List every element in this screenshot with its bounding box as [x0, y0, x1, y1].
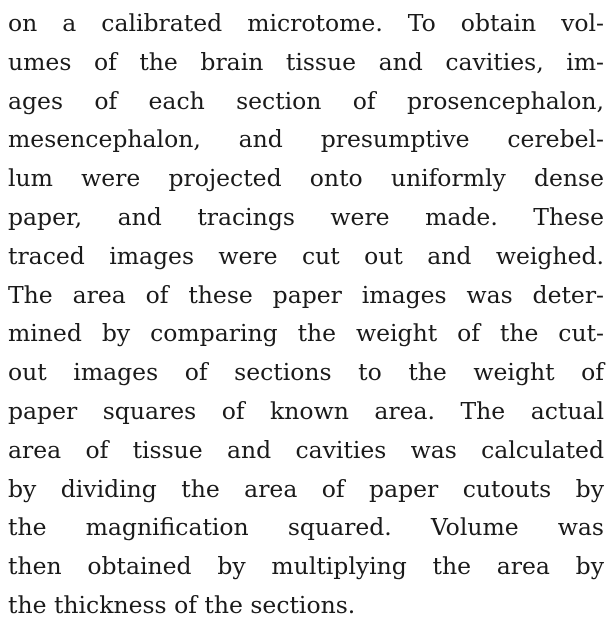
text-line: ages of each section of prosencephalon, — [8, 86, 604, 115]
text-line: umes of the brain tissue and cavities, im- — [8, 47, 604, 76]
text-line: then obtained by multiplying the area by — [8, 552, 604, 581]
body-paragraph — [8, 4, 604, 625]
text-line: the thickness of the sections. — [8, 590, 356, 619]
text-line: The area of these paper images was deter- — [8, 280, 604, 309]
text-line: by dividing the area of paper cutouts by — [8, 474, 604, 503]
text-line: area of tissue and cavities was calculated — [8, 435, 604, 464]
text-line: lum were projected onto uniformly dense — [8, 164, 604, 193]
text-line: paper, and tracings were made. These — [8, 202, 604, 231]
text-line: on a calibrated microtome. To obtain vol- — [8, 9, 604, 37]
text-line: out images of sections to the weight of — [8, 358, 604, 387]
text-line: mined by comparing the weight of the cut- — [8, 319, 604, 348]
text-line: mesencephalon, and presumptive cerebel- — [8, 125, 604, 154]
text-line: traced images were cut out and weighed. — [8, 241, 604, 270]
text-line: the magnification squared. Volume was — [8, 513, 604, 542]
text-line: paper squares of known area. The actual — [8, 396, 604, 425]
